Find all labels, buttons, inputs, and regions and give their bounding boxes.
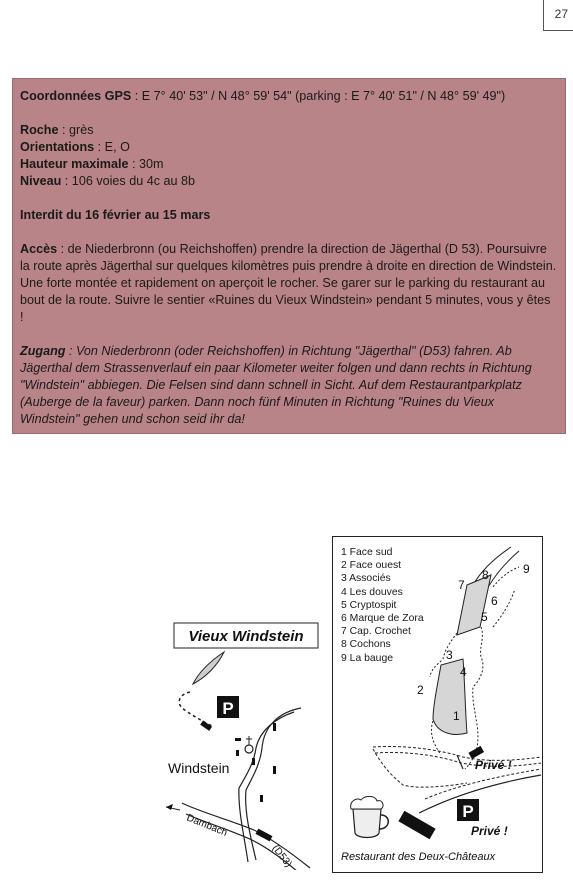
interdit-line [20, 207, 557, 224]
house [252, 758, 255, 765]
legend-item: 5 Cryptospit [341, 599, 397, 611]
zugang-label: Zugang [20, 344, 66, 358]
beer-foam [351, 796, 383, 809]
orient-label: Orientations [20, 140, 95, 154]
building [468, 746, 484, 759]
restaurant-building [398, 811, 435, 839]
hauteur-line [20, 156, 557, 173]
overview-map-drawing [160, 620, 330, 870]
page-number: 27 [554, 7, 568, 21]
legend-item: 4 Les douves [341, 586, 403, 598]
gps-value: : E 7° 40' 53" / N 48° 59' 54" (parking : E 7° 40' 51" / N 48° 59' 49") [131, 89, 506, 103]
zugang-text: : Von Niederbronn (oder Reichshoffen) in Richtung "Jägerthal" (D53) fahren. Ab Jägerthal dem Strassenverlauf ein paar Kilometer weiter folgen und dann rechts in Richtung "Windstein" abbiegen. Die Felsen sind dann schnell in Sicht. Auf dem Restaurantparkplatz (Auberge de la faveur) parken. Dann noch fünf Minuten in Richtung "Ruines du Vieux Windstein" gehen und schon seid ihr da! [20, 344, 532, 426]
roche-line [20, 122, 557, 139]
dashed-road [425, 769, 541, 799]
footpath [179, 692, 212, 726]
dashed-road [373, 749, 467, 787]
rock-shape [193, 652, 224, 684]
dashed-road [375, 752, 541, 766]
zugang-paragraph [20, 343, 557, 428]
niveau-line [20, 173, 557, 190]
overview-map [160, 620, 330, 870]
page-number-box [543, 0, 573, 31]
gps-line [20, 88, 557, 105]
house [236, 750, 239, 756]
arrow-head-icon [166, 804, 173, 810]
acces-label: Accès [20, 242, 58, 256]
roche-value: : grès [58, 123, 94, 137]
private-label: Privé ! [471, 824, 508, 838]
legend-item: 6 Marque de Zora [341, 613, 424, 625]
legend-item: 2 Face ouest [341, 560, 402, 572]
detail-map-drawing [333, 537, 542, 872]
route-number: 9 [523, 562, 530, 576]
legend-item: 7 Cap. Crochet [341, 626, 411, 638]
parking-label: P [222, 699, 234, 718]
route-number: 5 [481, 610, 488, 624]
village-label: Windstein [168, 760, 230, 776]
dashed-road [373, 746, 541, 760]
route-number: 6 [491, 594, 498, 608]
road-d53-label: (D53) [269, 843, 294, 870]
route-number: 8 [482, 568, 489, 582]
house [260, 795, 263, 802]
cliff-line [487, 551, 519, 589]
gps-label: Coordonnées GPS [20, 89, 132, 103]
private-label: Privé ! [475, 758, 512, 772]
route-number: 1 [453, 709, 460, 723]
acces-paragraph [20, 241, 557, 326]
legend-item: 1 Face sud [341, 547, 393, 558]
niveau-value: : 106 voies du 4c au 8b [61, 174, 196, 188]
route-number: 2 [417, 683, 424, 697]
house [273, 723, 276, 731]
road-edge [419, 775, 541, 813]
building [200, 720, 212, 730]
info-box [12, 78, 566, 434]
interdit-text: Interdit du 16 février au 15 mars [20, 208, 211, 222]
route-number: 7 [458, 578, 465, 592]
beer-mug-icon [353, 809, 381, 838]
niveau-label: Niveau [20, 174, 62, 188]
hauteur-label: Hauteur maximale [20, 157, 129, 171]
house [235, 738, 241, 741]
roche-label: Roche [20, 123, 59, 137]
route-number: 3 [446, 648, 453, 662]
parking-label: P [462, 802, 474, 821]
building [256, 829, 273, 842]
route-number: 4 [460, 665, 467, 679]
legend-item: 8 Cochons [341, 639, 391, 651]
house [273, 766, 276, 774]
acces-text: : de Niederbronn (ou Reichshoffen) prendre la direction de Jägerthal (D 53). Poursuivre la route après Jägerthal sur quelques kilomètres puis prendre à droite en direction de Windstein. Une forte montée et rapidement on aperçoit le rocher. Se garer sur le parking du restaurant au bout de la route. Suivre le sentier «Ruines du Vieux Windstein» pendant 5 minutes, vous y êtes ! [20, 242, 557, 324]
road-dambach-label: Dambach [184, 812, 229, 839]
orient-line [20, 139, 557, 156]
detail-map [332, 536, 543, 873]
restaurant-label: Restaurant des Deux-Châteaux [341, 851, 496, 863]
legend-item: 9 La bauge [341, 652, 394, 664]
orient-value: : E, O [94, 140, 130, 154]
hauteur-value: : 30m [128, 157, 164, 171]
church-icon [245, 745, 253, 753]
map-title: Vieux Windstein [188, 628, 304, 645]
trail [493, 567, 519, 587]
legend-item: 3 Associés [341, 573, 391, 585]
cliff-line [473, 547, 511, 585]
